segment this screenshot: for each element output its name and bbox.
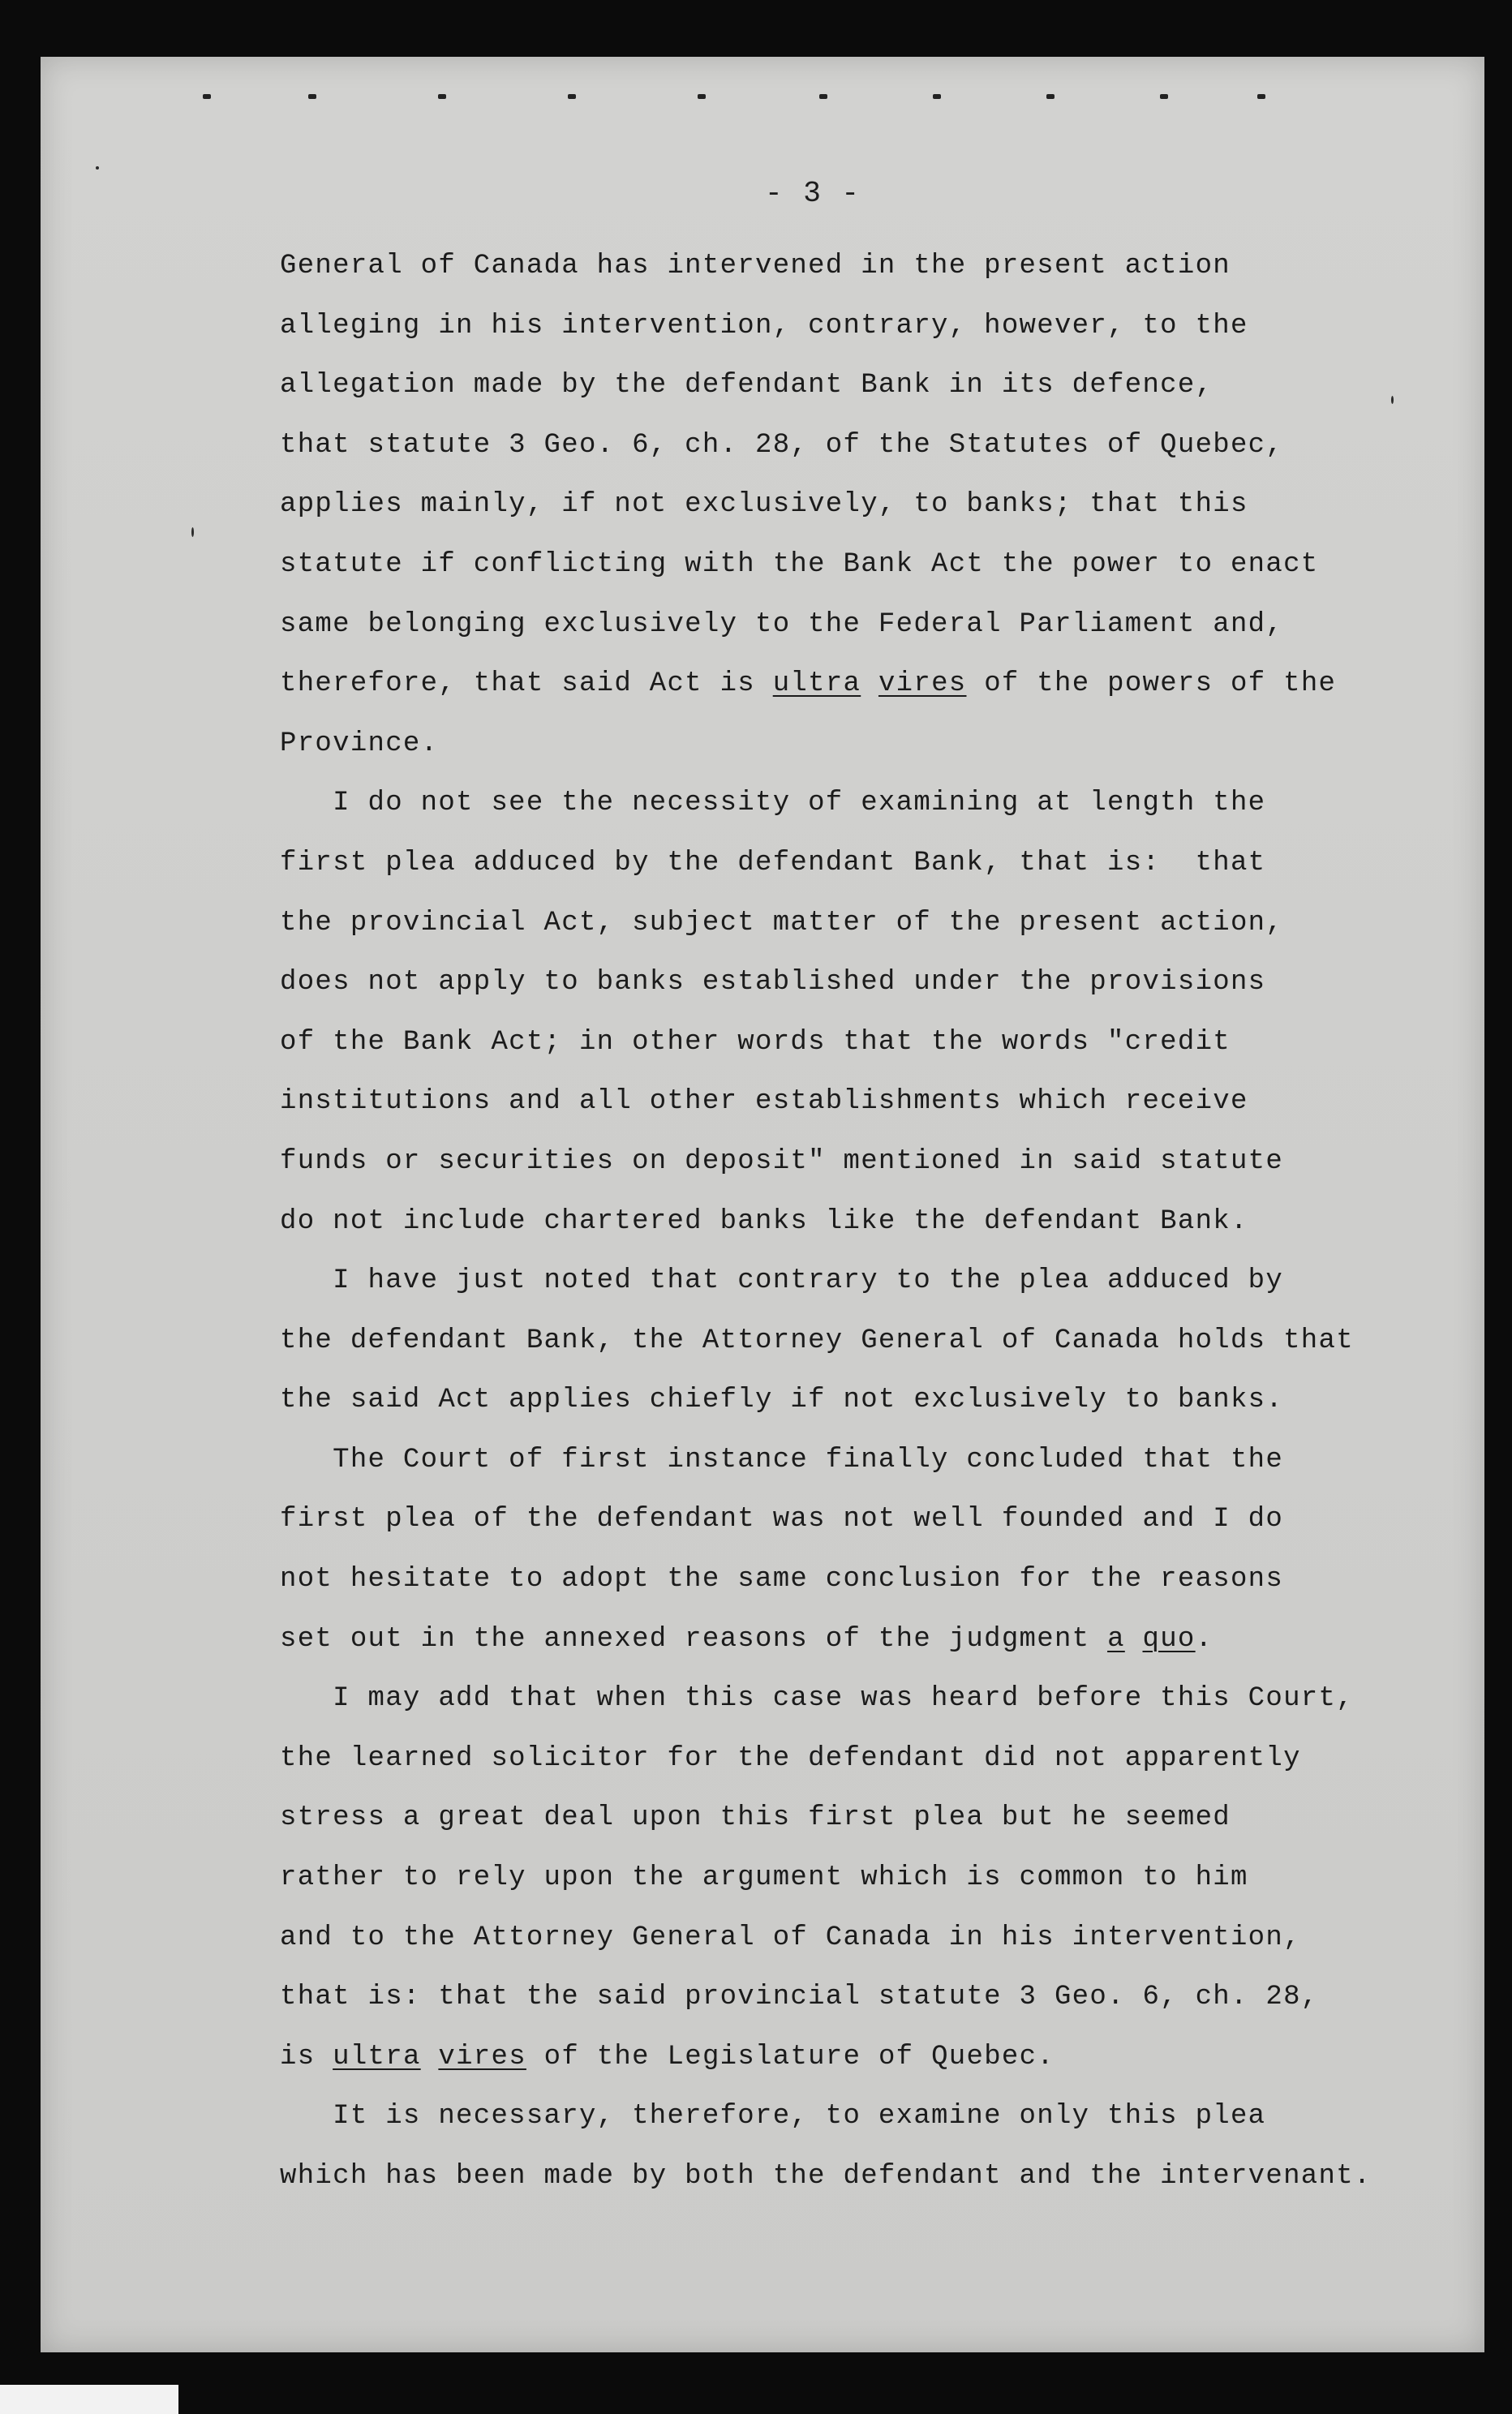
punch-mark bbox=[819, 94, 827, 99]
text-line bbox=[280, 1849, 1432, 1909]
underlined-text: ultra bbox=[333, 2041, 421, 2073]
text-line bbox=[280, 297, 1432, 357]
text-run: allegation made by the defendant Bank in its defence, bbox=[280, 370, 1213, 402]
punch-mark bbox=[698, 94, 706, 99]
text-line bbox=[280, 1909, 1432, 1969]
text-run: . bbox=[1195, 1623, 1213, 1655]
text-run: It is necessary, therefore, to examine only this plea bbox=[280, 2101, 1266, 2133]
text-line bbox=[280, 1669, 1432, 1729]
text-run: not hesitate to adopt the same conclusion for the reasons bbox=[280, 1564, 1284, 1596]
text-run: is bbox=[280, 2041, 333, 2073]
text-run: therefore, that said Act is bbox=[280, 668, 773, 700]
text-line bbox=[280, 894, 1432, 954]
text-run: and to the Attorney General of Canada in his intervention, bbox=[280, 1922, 1301, 1953]
text-line bbox=[280, 595, 1432, 655]
punch-mark bbox=[1257, 94, 1265, 99]
text-line bbox=[280, 1013, 1432, 1073]
text-line bbox=[280, 655, 1432, 715]
text-line bbox=[280, 535, 1432, 595]
scan-speck bbox=[96, 166, 99, 170]
text-run: which has been made by both the defendant and the intervenant. bbox=[280, 2161, 1372, 2192]
underlined-text: a bbox=[1107, 1623, 1125, 1655]
text-run: I may add that when this case was heard before this Court, bbox=[280, 1683, 1354, 1715]
scan-speck bbox=[1391, 396, 1394, 404]
text-run: alleging in his intervention, contrary, however, to the bbox=[280, 310, 1248, 341]
paragraph bbox=[280, 2087, 1432, 2206]
paragraph bbox=[280, 774, 1432, 1252]
text-line bbox=[280, 1431, 1432, 1491]
text-line bbox=[280, 1610, 1432, 1670]
text-run: The Court of first instance finally concluded that the bbox=[280, 1444, 1284, 1475]
punch-mark bbox=[568, 94, 576, 99]
text-run: stress a great deal upon this first plea but he seemed bbox=[280, 1802, 1231, 1834]
text-run: first plea adduced by the defendant Bank, that is: that bbox=[280, 847, 1266, 878]
text-line bbox=[280, 1789, 1432, 1849]
text-run: does not apply to banks established under the provisions bbox=[280, 967, 1266, 999]
text-run: the said Act applies chiefly if not exclusively to banks. bbox=[280, 1385, 1284, 1416]
text-run: first plea of the defendant was not well founded and I do bbox=[280, 1504, 1284, 1536]
page-number: - 3 - bbox=[764, 177, 861, 210]
underlined-text: vires bbox=[438, 2041, 526, 2073]
punch-mark bbox=[1160, 94, 1168, 99]
punch-mark bbox=[308, 94, 316, 99]
text-line bbox=[280, 834, 1432, 894]
text-line bbox=[280, 416, 1432, 476]
punch-mark bbox=[933, 94, 941, 99]
paragraph bbox=[280, 1252, 1432, 1431]
text-run: I do not see the necessity of examining at length the bbox=[280, 788, 1266, 819]
text-line bbox=[280, 1072, 1432, 1132]
text-line bbox=[280, 2028, 1432, 2088]
text-line bbox=[280, 1550, 1432, 1610]
text-run: set out in the annexed reasons of the judgment bbox=[280, 1623, 1108, 1655]
text-run bbox=[421, 2042, 439, 2073]
punch-mark bbox=[438, 94, 446, 99]
text-run: institutions and all other establishments which receive bbox=[280, 1086, 1248, 1118]
text-run: same belonging exclusively to the Federal Parliament and, bbox=[280, 608, 1284, 640]
text-run: rather to rely upon the argument which is common to him bbox=[280, 1862, 1248, 1894]
text-line bbox=[280, 2087, 1432, 2147]
punch-mark bbox=[1046, 94, 1055, 99]
text-line bbox=[280, 1371, 1432, 1431]
underlined-text: quo bbox=[1142, 1623, 1196, 1655]
text-run: the learned solicitor for the defendant did not apparently bbox=[280, 1742, 1301, 1774]
text-run: funds or securities on deposit" mentioned in said statute bbox=[280, 1145, 1284, 1177]
text-run: that is: that the said provincial statute 3 Geo. 6, ch. 28, bbox=[280, 1982, 1319, 2013]
text-line bbox=[280, 1312, 1432, 1372]
text-run: statute if conflicting with the Bank Act the power to enact bbox=[280, 548, 1319, 580]
text-run: that statute 3 Geo. 6, ch. 28, of the Statutes of Quebec, bbox=[280, 429, 1284, 461]
paragraph bbox=[280, 1669, 1432, 2087]
punch-mark bbox=[203, 94, 211, 99]
text-run: General of Canada has intervened in the present action bbox=[280, 251, 1231, 281]
paragraph bbox=[280, 1431, 1432, 1669]
text-line bbox=[280, 1729, 1432, 1789]
text-run: Province. bbox=[280, 728, 439, 759]
text-run: of the Legislature of Quebec. bbox=[526, 2041, 1055, 2073]
text-line bbox=[280, 715, 1432, 775]
paragraph bbox=[280, 237, 1432, 774]
text-line bbox=[280, 356, 1432, 416]
text-run: the provincial Act, subject matter of the present action, bbox=[280, 907, 1284, 939]
text-line bbox=[280, 1132, 1432, 1192]
punch-marks bbox=[203, 88, 1274, 112]
text-line bbox=[280, 1192, 1432, 1252]
underlined-text: vires bbox=[878, 668, 967, 700]
text-line bbox=[280, 774, 1432, 834]
text-run: of the powers of the bbox=[966, 668, 1337, 700]
scan-edge-strip bbox=[0, 2385, 178, 2414]
document-body bbox=[280, 237, 1432, 2207]
text-run bbox=[861, 668, 878, 699]
text-run: applies mainly, if not exclusively, to banks; that this bbox=[280, 489, 1248, 521]
underlined-text: ultra bbox=[772, 668, 861, 700]
scan-speck bbox=[191, 527, 194, 537]
text-line bbox=[280, 237, 1432, 297]
text-line bbox=[280, 1252, 1432, 1312]
text-line bbox=[280, 953, 1432, 1013]
text-run bbox=[1125, 1624, 1143, 1655]
text-run: do not include chartered banks like the defendant Bank. bbox=[280, 1205, 1248, 1237]
text-run: I have just noted that contrary to the plea adduced by bbox=[280, 1265, 1284, 1297]
text-line bbox=[280, 1968, 1432, 2028]
text-line bbox=[280, 475, 1432, 535]
text-run: the defendant Bank, the Attorney General of Canada holds that bbox=[280, 1325, 1354, 1356]
text-run: of the Bank Act; in other words that the words "credit bbox=[280, 1026, 1231, 1058]
text-line bbox=[280, 1490, 1432, 1550]
text-line bbox=[280, 2147, 1432, 2207]
